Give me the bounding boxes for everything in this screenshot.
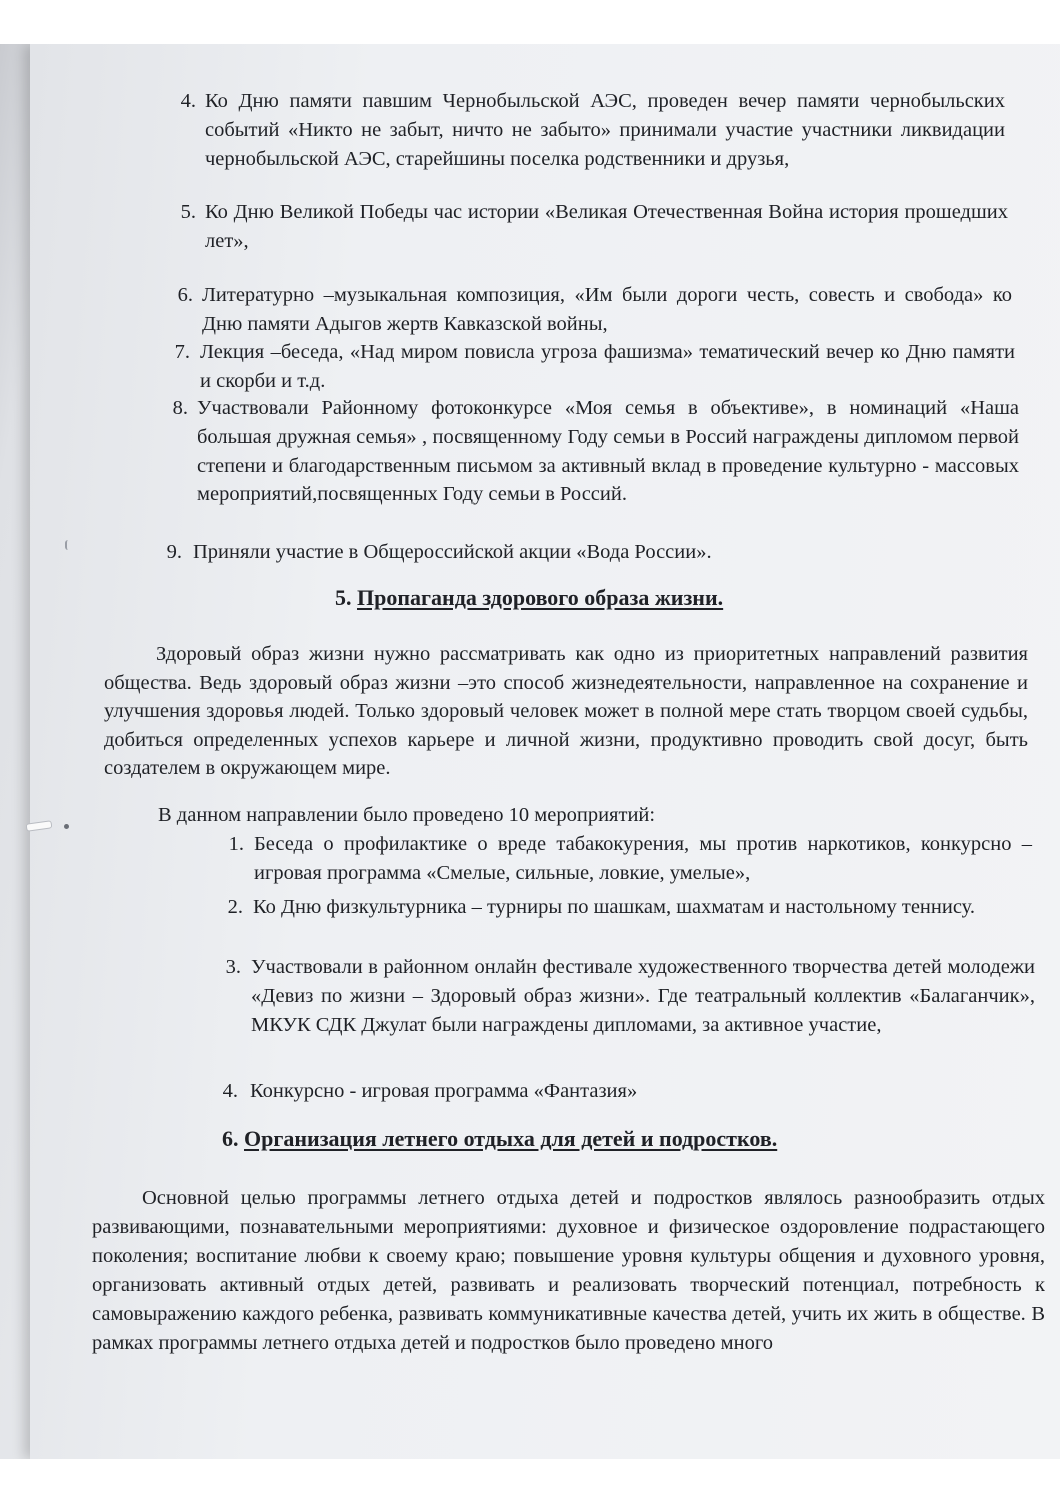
section-paragraph: Основной целью программы летнего отдыха детей и подростков являлось разнообразить отдых развивающими, познавательными мероприятиями: духовное и физическое оздоровление подрастающего поколения; воспитание любви к своему краю; повышение уровня культуры общения и духовного уровня, организовать активный отдых детей, развивать и реализовать творческий потенциал, потребность к самовыражению каждого ребенка, развивать коммуникативные качества детей, учить их жить в обществе. В рамках программы летнего отдыха детей и подростков было проведено много <box>92 1187 1045 1354</box>
paper-edge-mark <box>65 540 71 550</box>
section-intro: В данном направлении было проведено 10 мероприятий: <box>158 804 656 826</box>
section-title: Пропаганда здорового образа жизни. <box>357 585 724 610</box>
section-heading: 6. Организация летнего отдыха для детей и подростков. <box>222 1126 778 1151</box>
staple-hole <box>64 824 69 829</box>
section-title: Организация летнего отдыха для детей и подростков. <box>244 1126 778 1151</box>
section-heading: 5. Пропаганда здорового образа жизни. <box>335 585 724 610</box>
section-paragraph: Здоровый образ жизни нужно рассматривать как одно из приоритетных направлений развития общества. Ведь здоровый образ жизни –это способ жизнедеятельности, направленное на сохранение и улучшения здоровья людей. Только здоровый человек может в полной мере стать творцом своей судьбы, добиться определенных успехов карьере и личной жизни, продуктивно проводить свой досуг, быть создателем в окружающем мире. <box>104 643 1028 779</box>
